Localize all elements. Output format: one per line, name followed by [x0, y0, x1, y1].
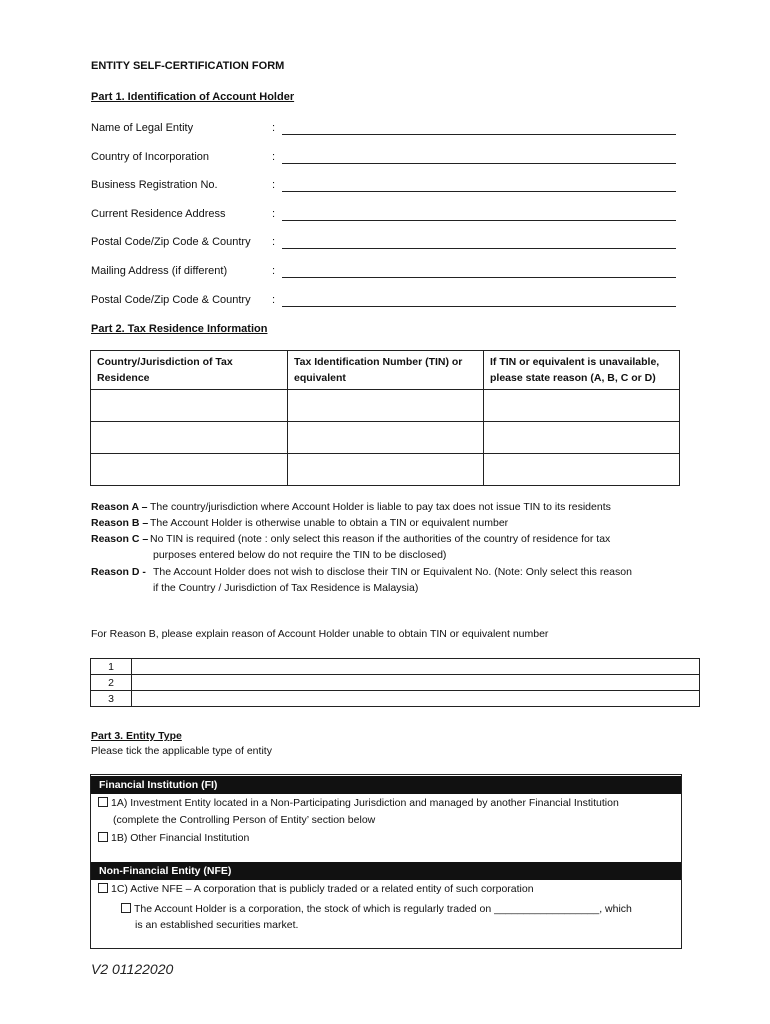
option-label: The Account Holder is a corporation, the stock of which is regularly traded on __________________, which [134, 903, 632, 915]
reason-cell[interactable] [484, 390, 680, 422]
entity-type-box [90, 774, 682, 949]
option-label: 1B) Other Financial Institution [111, 832, 250, 844]
field-postal-code-country [91, 236, 676, 252]
option-label: 1A) Investment Entity located in a Non-Participating Jurisdiction and managed by another Financial Institution [111, 797, 619, 809]
country-cell[interactable] [91, 390, 288, 422]
tax-residence-table [90, 350, 680, 486]
reason-text: The Account Holder does not wish to disclose their TIN or Equivalent No. (Note: Only select this reason [153, 566, 632, 578]
country-cell[interactable] [91, 454, 288, 486]
column-header: If TIN or equivalent is unavailable, please state reason (A, B, C or D) [484, 351, 680, 390]
field-name-of-legal-entity [91, 122, 676, 138]
field-mailing-postal-code-country [91, 294, 676, 310]
reason-text: The country/jurisdiction where Account Holder is liable to pay tax does not issue TIN to its residents [150, 501, 611, 513]
row-number: 3 [91, 691, 132, 707]
country-cell[interactable] [91, 422, 288, 454]
field-country-of-incorporation [91, 151, 676, 167]
table-row [91, 390, 680, 422]
table-row [91, 675, 700, 691]
reason-cell[interactable] [484, 422, 680, 454]
row-number: 1 [91, 659, 132, 675]
table-row [91, 454, 680, 486]
reason-d [91, 564, 691, 596]
tin-cell[interactable] [288, 454, 484, 486]
field-label: Current Residence Address [91, 208, 226, 220]
reason-b-explanation-input[interactable] [132, 691, 700, 707]
field-colon: : [272, 294, 276, 306]
mailing-postal-code-country-input[interactable] [282, 306, 676, 307]
reason-cell[interactable] [484, 454, 680, 486]
fi-header: Financial Institution (FI) [91, 776, 681, 794]
field-current-residence-address [91, 208, 676, 224]
field-label: Name of Legal Entity [91, 122, 194, 134]
table-header-row [91, 351, 680, 390]
field-colon: : [272, 179, 276, 191]
checkbox-icon[interactable] [98, 832, 108, 842]
tin-cell[interactable] [288, 422, 484, 454]
part3-heading: Part 3. Entity Type [91, 730, 182, 742]
country-of-incorporation-input[interactable] [282, 163, 676, 164]
checkbox-icon[interactable] [98, 883, 108, 893]
reason-key: Reason B – [91, 517, 149, 529]
part1-heading: Part 1. Identification of Account Holder [91, 91, 295, 103]
mailing-address-input[interactable] [282, 277, 676, 278]
field-business-registration-no [91, 179, 676, 195]
reason-b-table [90, 658, 700, 707]
row-number: 2 [91, 675, 132, 691]
reason-key: Reason C – [91, 533, 149, 545]
fi-1b-option[interactable] [98, 830, 249, 846]
nfe-1c-sub-option[interactable] [121, 901, 632, 917]
fi-1a-note: (complete the Controlling Person of Entity’ section below [113, 814, 376, 826]
fi-1a-option[interactable] [98, 795, 619, 811]
field-mailing-address [91, 265, 676, 281]
field-colon: : [272, 208, 276, 220]
field-label: Business Registration No. [91, 179, 218, 191]
field-colon: : [272, 151, 276, 163]
current-residence-address-input[interactable] [282, 220, 676, 221]
option-label: 1C) Active NFE – A corporation that is publicly traded or a related entity of such corporation [111, 883, 534, 895]
reason-b-prompt: For Reason B, please explain reason of Account Holder unable to obtain TIN or equivalent number [91, 628, 549, 640]
reason-b-explanation-input[interactable] [132, 675, 700, 691]
reason-key: Reason D - [91, 566, 146, 578]
table-row [91, 659, 700, 675]
field-colon: : [272, 236, 276, 248]
field-colon: : [272, 122, 276, 134]
nfe-header: Non-Financial Entity (NFE) [91, 862, 681, 880]
nfe-1c-sub-note: is an established securities market. [135, 919, 299, 931]
version-label: V2 01122020 [91, 961, 174, 977]
nfe-1c-option[interactable] [98, 881, 534, 897]
part3-instruction: Please tick the applicable type of entity [91, 745, 272, 757]
reason-text-cont: purposes entered below do not require the TIN to be disclosed) [153, 549, 447, 561]
reason-b [91, 515, 691, 531]
reason-key: Reason A – [91, 501, 148, 513]
name-of-legal-entity-input[interactable] [282, 134, 676, 135]
checkbox-icon[interactable] [98, 797, 108, 807]
business-registration-no-input[interactable] [282, 191, 676, 192]
field-label: Postal Code/Zip Code & Country [91, 236, 251, 248]
reason-text: The Account Holder is otherwise unable to obtain a TIN or equivalent number [150, 517, 509, 529]
column-header: Tax Identification Number (TIN) or equivalent [288, 351, 484, 390]
table-row [91, 691, 700, 707]
checkbox-icon[interactable] [121, 903, 131, 913]
reason-a [91, 499, 691, 515]
postal-code-country-input[interactable] [282, 248, 676, 249]
reason-c [91, 531, 691, 563]
reason-text-cont: if the Country / Jurisdiction of Tax Residence is Malaysia) [153, 582, 419, 594]
field-label: Postal Code/Zip Code & Country [91, 294, 251, 306]
part2-heading: Part 2. Tax Residence Information [91, 323, 268, 335]
table-row [91, 422, 680, 454]
reason-text: No TIN is required (note : only select this reason if the authorities of the country of residence for tax [150, 533, 611, 545]
form-title: ENTITY SELF-CERTIFICATION FORM [91, 60, 285, 72]
tin-cell[interactable] [288, 390, 484, 422]
field-label: Country of Incorporation [91, 151, 210, 163]
reason-b-explanation-input[interactable] [132, 659, 700, 675]
field-colon: : [272, 265, 276, 277]
field-label: Mailing Address (if different) [91, 265, 228, 277]
column-header: Country/Jurisdiction of Tax Residence [91, 351, 288, 390]
